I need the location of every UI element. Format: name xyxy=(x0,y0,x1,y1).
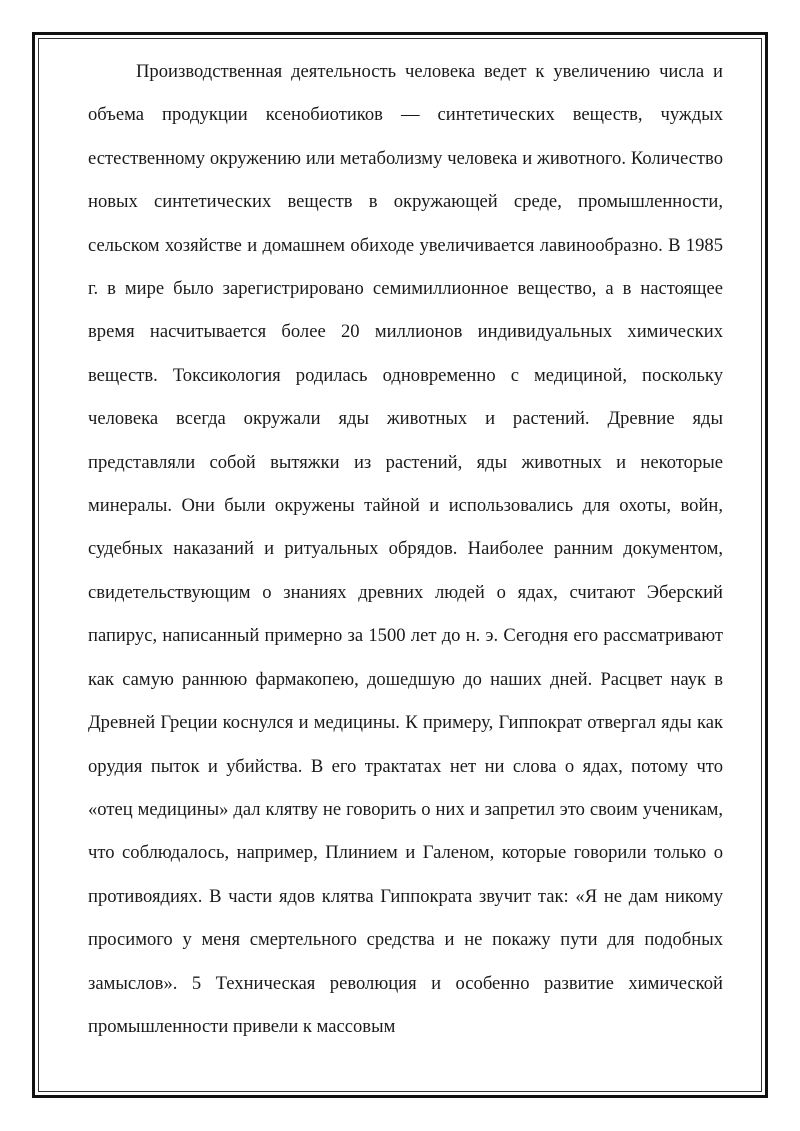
body-paragraph: Производственная деятельность человека ведет к увеличению числа и объема продукции ксенобиотиков — синтетических веществ, чуждых естественному окружению или метаболизму человека и животного. Количество новых синтетических веществ в окружающей среде, промышленности, сельском хозяйстве и домашнем обиходе увеличивается лавинообразно. В 1985 г. в мире было зарегистрировано семимиллионное вещество, а в настоящее время насчитывается более 20 миллионов индивидуальных химических веществ. Токсикология родилась одновременно с медициной, поскольку человека всегда окружали яды животных и растений. Древние яды представляли собой вытяжки из растений, яды животных и некоторые минералы. Они были окружены тайной и использовались для охоты, войн, судебных наказаний и ритуальных обрядов. Наиболее ранним документом, свидетельствующим о знаниях древних людей о ядах, считают Эберский папирус, написанный примерно за 1500 лет до н. э. Сегодня его рассматривают как самую раннюю фармакопею, дошедшую до наших дней. Расцвет наук в Древней Греции коснулся и медицины. К примеру, Гиппократ отвергал яды как орудия пыток и убийства. В его трактатах нет ни слова о ядах, потому что «отец медицины» дал клятву не говорить о них и запретил это своим ученикам, что соблюдалось, например, Плинием и Галеном, которые говорили только о противоядиях. В части ядов клятва Гиппократа звучит так: «Я не дам никому просимого у меня смертельного средства и не покажу пути для подобных замыслов». 5 Техническая революция и особенно развитие химической промышленности привели к массовым xyxy=(88,61,723,1037)
